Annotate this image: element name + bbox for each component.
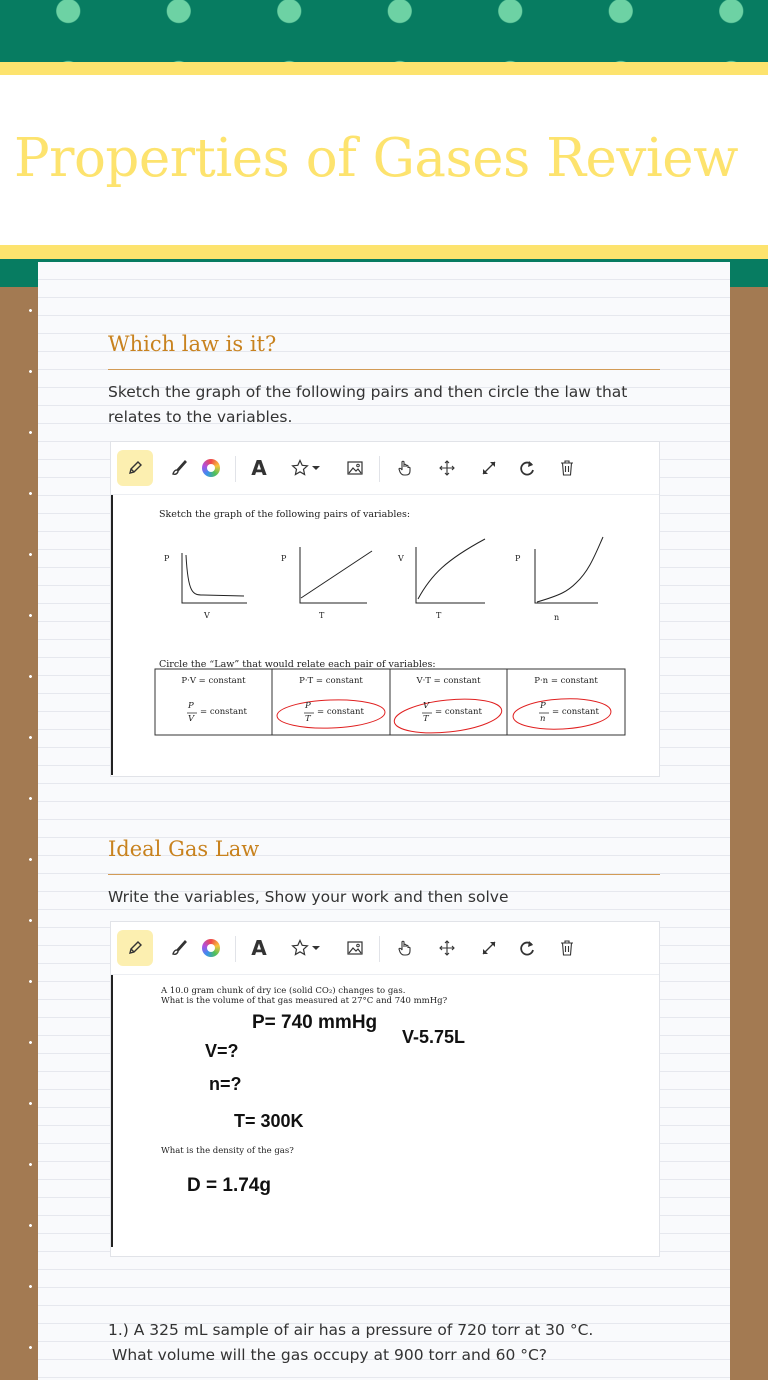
answer-moles: n=?	[209, 1074, 242, 1094]
answer-temperature: T= 300K	[234, 1111, 304, 1131]
yellow-stripe-top	[0, 62, 768, 75]
graph3-x-label: T	[436, 611, 442, 620]
answer-pressure: P= 740 mmHg	[252, 1012, 378, 1033]
toolbar-separator	[235, 456, 236, 482]
move-icon[interactable]	[433, 934, 461, 962]
graph4-y-label: P	[515, 554, 521, 563]
toolbar-separator	[379, 456, 380, 482]
redo-icon[interactable]	[513, 934, 541, 962]
redo-icon[interactable]	[513, 454, 541, 482]
law-den-pt: T	[305, 714, 311, 724]
toolbar-separator	[379, 936, 380, 962]
answer-volume-result: V-5.75L	[402, 1027, 466, 1047]
yellow-stripe-bottom	[0, 245, 768, 259]
graph2-x-label: T	[319, 611, 325, 620]
law-num-pv: P	[188, 701, 194, 711]
star-icon[interactable]	[287, 454, 327, 482]
section-divider	[108, 874, 660, 875]
circle-prompt: Circle the “Law” that would relate each pair of variables:	[159, 659, 436, 670]
law-den-pv: V	[188, 714, 195, 724]
toolbar-separator	[235, 936, 236, 962]
canvas-border	[111, 975, 113, 1247]
image-icon[interactable]	[341, 454, 369, 482]
law-num-pt: P	[305, 701, 311, 711]
star-icon[interactable]	[287, 934, 327, 962]
pencil-icon[interactable]	[117, 930, 153, 966]
answer-volume: V=?	[205, 1041, 239, 1061]
section-heading-ideal-gas: Ideal Gas Law	[108, 837, 260, 861]
color-wheel-icon[interactable]	[197, 454, 225, 482]
law-num-pn: P	[540, 701, 546, 711]
text-icon[interactable]: A	[251, 456, 267, 480]
section-instructions: Sketch the graph of the following pairs and then circle the law that relates to the variables.	[108, 383, 628, 426]
drawing-card-ideal-gas	[110, 921, 660, 1257]
expand-icon[interactable]	[475, 454, 503, 482]
law-cell-pv-product[interactable]: P·V = constant	[181, 676, 246, 686]
expand-icon[interactable]	[475, 934, 503, 962]
law-cell-pn-product[interactable]: P·n = constant	[534, 676, 598, 686]
graph-prompt: Sketch the graph of the following pairs of variables:	[159, 509, 411, 520]
law-eq-vt[interactable]: = constant	[435, 707, 482, 717]
problem-line-1: A 10.0 gram chunk of dry ice (solid CO₂) changes to gas.	[161, 986, 406, 996]
brush-icon[interactable]	[165, 934, 193, 962]
move-icon[interactable]	[433, 454, 461, 482]
color-wheel-icon[interactable]	[197, 934, 225, 962]
drawing-card-laws	[110, 441, 660, 777]
law-eq-pv[interactable]: = constant	[200, 707, 247, 717]
question-1	[108, 1318, 668, 1368]
law-eq-pt[interactable]: = constant	[317, 707, 364, 717]
graph2-y-label: P	[281, 554, 287, 563]
trash-icon[interactable]	[553, 454, 581, 482]
page-title: Properties of Gases Review	[14, 128, 739, 189]
law-cell-vt-product[interactable]: V·T = constant	[416, 676, 481, 686]
text-icon[interactable]: A	[251, 936, 267, 960]
drawing-canvas-laws[interactable]	[111, 495, 659, 776]
brush-icon[interactable]	[165, 454, 193, 482]
question-1-line-1: 1.) A 325 mL sample of air has a pressure of 720 torr at 30 °C.	[108, 1321, 594, 1339]
image-icon[interactable]	[341, 934, 369, 962]
law-den-pn: n	[540, 714, 546, 724]
hand-icon[interactable]	[391, 934, 419, 962]
problem-line-2: What is the volume of that gas measured at 27°C and 740 mmHg?	[161, 996, 448, 1006]
density-question: What is the density of the gas?	[161, 1146, 294, 1156]
law-den-vt: T	[423, 714, 429, 724]
pencil-icon[interactable]	[117, 450, 153, 486]
question-1-line-2: What volume will the gas occupy at 900 torr and 60 °C?	[112, 1346, 548, 1364]
graph1-y-label: P	[164, 554, 170, 563]
graph1-x-label: V	[204, 611, 210, 620]
section-instructions: Write the variables, Show your work and then solve	[108, 888, 509, 906]
answer-density: D = 1.74g	[187, 1175, 271, 1196]
drawing-toolbar	[111, 442, 659, 495]
law-eq-pn[interactable]: = constant	[552, 707, 599, 717]
trash-icon[interactable]	[553, 934, 581, 962]
hand-icon[interactable]	[391, 454, 419, 482]
law-cell-pt-product[interactable]: P·T = constant	[299, 676, 363, 686]
law-table-grid	[111, 495, 659, 776]
section-heading-which-law: Which law is it?	[108, 332, 277, 356]
graph4-x-label: n	[554, 613, 560, 622]
graph3-y-label: V	[398, 554, 404, 563]
law-num-vt: V	[423, 701, 430, 711]
section-divider	[108, 369, 660, 370]
drawing-canvas-ideal-gas[interactable]	[111, 975, 659, 1256]
drawing-toolbar	[111, 922, 659, 975]
